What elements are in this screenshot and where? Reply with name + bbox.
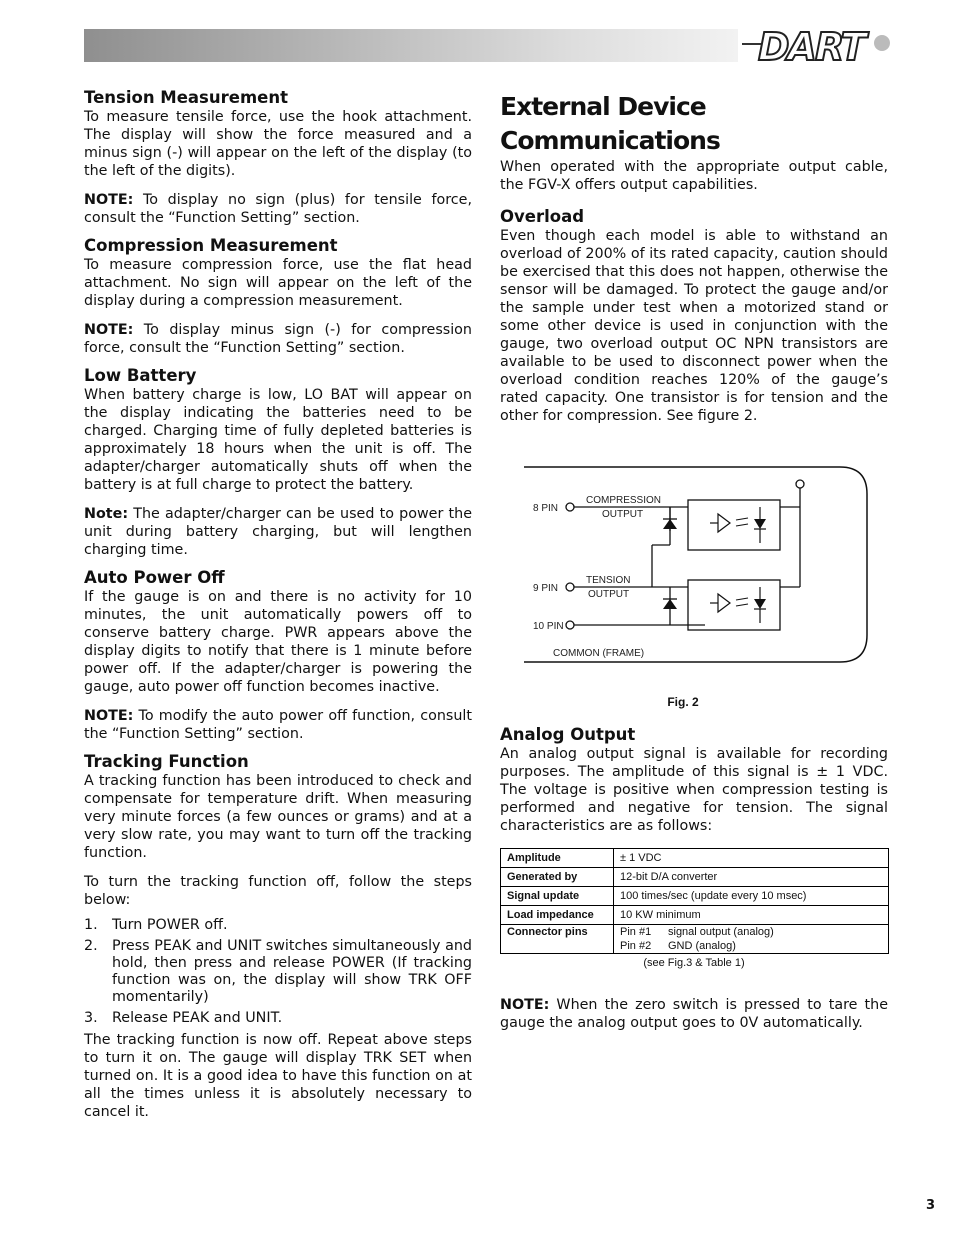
circuit-svg <box>500 447 888 697</box>
svg-text:COMMON (FRAME): COMMON (FRAME) <box>553 648 645 659</box>
figure-2-circuit-diagram <box>500 447 888 697</box>
svg-text:8 PIN: 8 PIN <box>533 503 559 514</box>
table-row: Load impedance 10 KW minimum <box>501 906 889 925</box>
svg-text:9 PIN: 9 PIN <box>533 583 559 594</box>
page-title: External Device Communications <box>500 92 720 155</box>
svg-text:COMPRESSION: COMPRESSION <box>586 495 662 506</box>
autopower-body: If the gauge is on and there is no activity for 10 minutes, the unit automatically powers off to conserve battery charge. PWR appears above the display digits to notify that there is 1 minute before power off. If the adapter/charger is powering the gauge, auto power off function becomes inactive. <box>84 589 472 695</box>
tracking-steps-intro: To turn the tracking function off, follow the steps below: <box>84 874 472 908</box>
list-item: 2. Press PEAK and UNIT switches simultaneously and hold, then press and release POWER (If tracking function was on, the display will show TRK OFF momentarily) <box>84 938 472 1005</box>
tracking-heading: Tracking Function <box>84 752 249 771</box>
battery-heading: Low Battery <box>84 366 197 385</box>
right-column <box>500 90 888 1032</box>
svg-text:10 PIN: 10 PIN <box>533 621 564 632</box>
tracking-body: A tracking function has been introduced to check and compensate for temperature drift. When measuring very minute forces (a few ounces or grams) and at a very slow rate, you may want to turn off the tracking function. <box>84 773 472 861</box>
battery-body: When battery charge is low, LO BAT will appear on the display indicating the batteries need to be charged. Charging time of fully depleted batteries is approximately 18 hours when the unit is off. The adapter/charger automatically shuts off when the battery is at full charge to protect the battery. <box>84 387 472 493</box>
autopower-note: NOTE: To modify the auto power off function, consult the “Function Setting” section. <box>84 708 472 742</box>
tracking-steps-list <box>84 917 472 1027</box>
analog-spec-table <box>500 848 889 954</box>
tension-heading: Tension Measurement <box>84 88 288 107</box>
table-note: (see Fig.3 & Table 1) <box>643 957 745 969</box>
overload-body: Even though each model is able to withstand an overload of 200% of its rated capacity, caution should be exercised that this does not happen, otherwise the sensor will be damaged. To protect the gauge and/or the sample under test when a motorized stand or some other device is used in conjunction with the gauge, two overload output OC NPN transistors are available to be used to disconnect power when the overload condition reaches 120% of the gauge’s rated capacity. One transistor is for tension and the other for compression. See figure 2. <box>500 228 888 424</box>
svg-text:OUTPUT: OUTPUT <box>602 509 644 520</box>
table-row: Connector pins Pin #1 signal output (analog) Pin #2 GND (analog) <box>501 925 889 954</box>
autopower-heading: Auto Power Off <box>84 568 225 587</box>
tracking-outro: The tracking function is now off. Repeat above steps to turn it on. The gauge will display TRK SET when turned on. It is a good idea to have this function on at all the times unless it is absolutely necessary to cancel it. <box>84 1032 472 1120</box>
header-gradient-bar <box>84 29 738 62</box>
svg-text:TENSION: TENSION <box>586 575 631 586</box>
analog-body: An analog output signal is available for recording purposes. The amplitude of this signal is ± 1 VDC. The voltage is positive when compression testing is performed and negative for tension. The signal characteristics are as follows: <box>500 746 888 834</box>
figure-caption: Fig. 2 <box>667 695 699 709</box>
compression-body: To measure compression force, use the flat head attachment. No sign will appear on the left of the display during a compression measurement. <box>84 257 472 309</box>
analog-heading: Analog Output <box>500 725 636 744</box>
list-item: 1. Turn POWER off. <box>84 917 228 933</box>
tension-note: NOTE: To display no sign (plus) for tensile force, consult the “Function Setting” section. <box>84 192 472 226</box>
battery-note: Note: The adapter/charger can be used to power the unit during battery charging, but will lengthen charging time. <box>84 506 472 558</box>
list-item: 3. Release PEAK and UNIT. <box>84 1010 283 1026</box>
table-row: Amplitude ± 1 VDC <box>501 849 889 868</box>
overload-heading: Overload <box>500 207 585 226</box>
tension-body: To measure tensile force, use the hook attachment. The display will show the force measured and a minus sign (-) will appear on the left of the display (to the left of the digits). <box>84 109 472 179</box>
compression-note: NOTE: To display minus sign (-) for compression force, consult the “Function Setting” section. <box>84 322 472 356</box>
table-row: Generated by 12-bit D/A converter <box>501 868 889 887</box>
dart-logo <box>742 22 892 68</box>
svg-text:OUTPUT: OUTPUT <box>588 589 630 600</box>
intro-text: When operated with the appropriate output cable, the FGV-X offers output capabilities. <box>500 159 888 193</box>
analog-note: NOTE: When the zero switch is pressed to tare the gauge the analog output goes to 0V automatically. <box>500 997 888 1031</box>
page-number: 3 <box>926 1198 936 1213</box>
left-column <box>84 88 472 1121</box>
table-row: Signal update 100 times/sec (update every 10 msec) <box>501 887 889 906</box>
compression-heading: Compression Measurement <box>84 236 338 255</box>
svg-text:DART: DART <box>758 25 865 68</box>
